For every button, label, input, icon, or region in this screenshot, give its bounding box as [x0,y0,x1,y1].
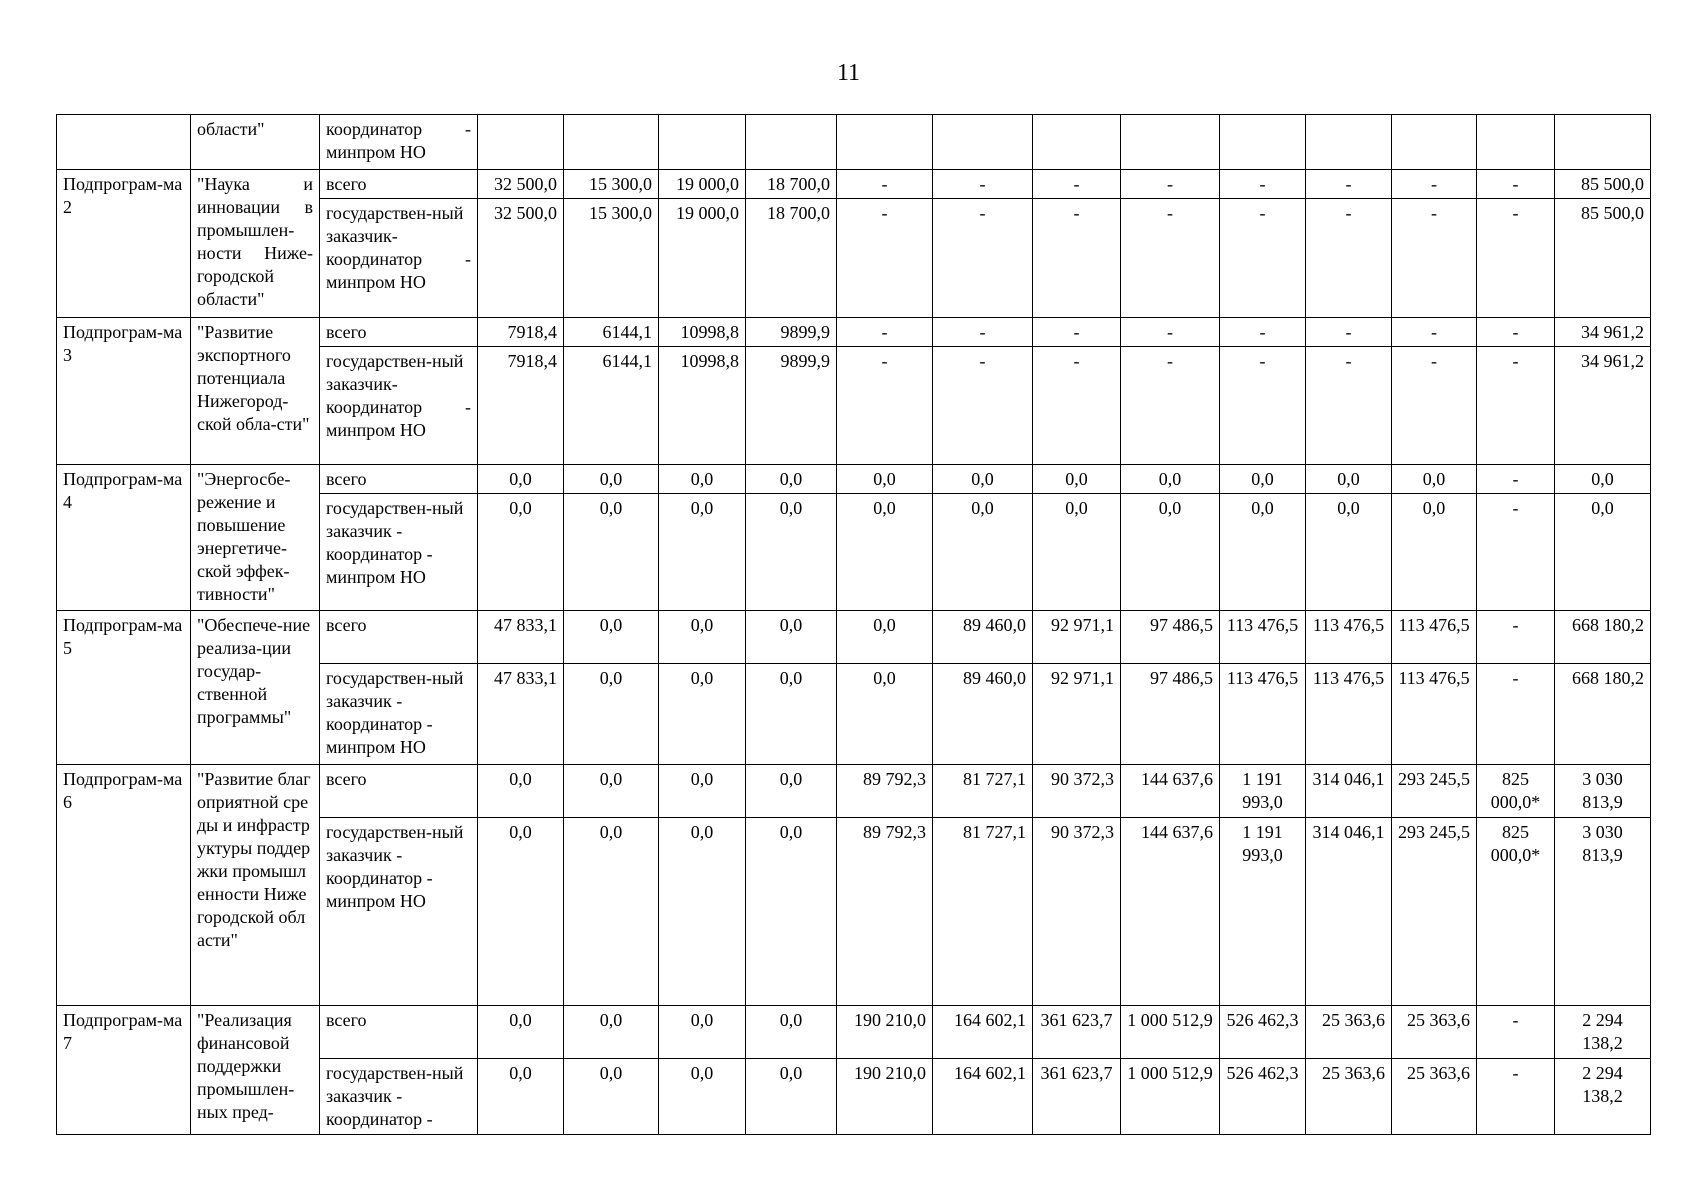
value-cell: 526 462,3 [1220,1059,1306,1135]
value-cell: 0,0 [478,765,564,818]
value-cell: 314 046,1 [1306,818,1392,1006]
total-cell: 668 180,2 [1555,611,1651,664]
value-cell: 0,0 [746,765,837,818]
value-cell: - [1121,170,1220,199]
value-cell: 25 363,6 [1306,1006,1392,1059]
source-cell: всего [320,1006,478,1059]
value-cell: - [1033,199,1121,318]
value-cell: 0,0 [746,611,837,664]
value-cell: - [933,170,1033,199]
value-cell [1121,115,1220,170]
budget-table [56,114,1651,1135]
value-cell: 361 623,7 [1033,1059,1121,1135]
value-cell: 0,0 [746,465,837,494]
value-cell: 0,0 [1392,465,1477,494]
value-cell: 314 046,1 [1306,765,1392,818]
value-cell: 7918,4 [478,347,564,465]
value-cell: - [837,347,933,465]
program-name-cell: "Энергосбе-режение и повышение энергетиче-ской эффек-тивности" [191,465,320,611]
value-cell: - [1306,199,1392,318]
source-cell: всего [320,170,478,199]
value-cell: 19 000,0 [659,170,746,199]
value-cell: - [933,318,1033,347]
program-cell: Подпрограм-ма 7 [57,1006,191,1135]
program-cell: Подпрограм-ма 2 [57,170,191,318]
value-cell [1220,115,1306,170]
value-cell: - [1477,170,1555,199]
value-cell: 0,0 [1306,494,1392,611]
table-row [57,765,1651,818]
source-cell: государствен-ный заказчик - координатор - минпром НО [320,664,478,765]
total-cell: 2 294 138,2 [1555,1006,1651,1059]
total-cell: 3 030 813,9 [1555,765,1651,818]
value-cell: 190 210,0 [837,1059,933,1135]
table-row [57,465,1651,494]
value-cell: 0,0 [564,664,659,765]
program-cell: Подпрограм-ма 4 [57,465,191,611]
value-cell [746,115,837,170]
value-cell: - [1220,318,1306,347]
value-cell: - [1392,170,1477,199]
value-cell: 164 602,1 [933,1059,1033,1135]
total-cell: 85 500,0 [1555,199,1651,318]
value-cell: - [1477,1059,1555,1135]
value-cell: - [1121,347,1220,465]
program-name-cell: "Развитие благоприятной среды и инфраструктуры поддержки промышленности Нижегородской области" [191,765,320,1006]
source-cell: государствен-ный заказчик-координатор - минпром НО [320,199,478,318]
value-cell: 47 833,1 [478,611,564,664]
value-cell [478,115,564,170]
value-cell: 89 792,3 [837,765,933,818]
source-cell: всего [320,465,478,494]
total-cell: 3 030 813,9 [1555,818,1651,1006]
value-cell: 113 476,5 [1392,611,1477,664]
value-cell: 0,0 [837,494,933,611]
value-cell: 0,0 [837,611,933,664]
value-cell: 0,0 [933,465,1033,494]
value-cell: - [837,318,933,347]
value-cell: 0,0 [478,494,564,611]
value-cell: 47 833,1 [478,664,564,765]
program-cell [57,115,191,170]
total-cell: 85 500,0 [1555,170,1651,199]
value-cell: - [1392,318,1477,347]
value-cell: 0,0 [564,465,659,494]
value-cell: 0,0 [564,818,659,1006]
source-cell: всего [320,318,478,347]
value-cell: - [1033,347,1121,465]
value-cell: - [1220,347,1306,465]
value-cell: 19 000,0 [659,199,746,318]
table-row [57,170,1651,199]
total-cell: 0,0 [1555,465,1651,494]
value-cell: - [1033,170,1121,199]
value-cell: 0,0 [659,494,746,611]
value-cell: - [1121,318,1220,347]
page-number: 11 [836,60,861,86]
value-cell: 0,0 [564,765,659,818]
source-cell: государствен-ный заказчик - координатор - минпром НО [320,818,478,1006]
value-cell: 0,0 [564,494,659,611]
value-cell [659,115,746,170]
value-cell: 0,0 [564,1006,659,1059]
value-cell [837,115,933,170]
value-cell: 190 210,0 [837,1006,933,1059]
value-cell: 0,0 [1392,494,1477,611]
program-cell: Подпрограм-ма 3 [57,318,191,465]
value-cell: 18 700,0 [746,199,837,318]
value-cell: - [1477,664,1555,765]
value-cell: 0,0 [659,664,746,765]
value-cell [564,115,659,170]
total-cell: 34 961,2 [1555,318,1651,347]
value-cell: 0,0 [933,494,1033,611]
value-cell: 144 637,6 [1121,765,1220,818]
value-cell: 0,0 [1220,465,1306,494]
value-cell: - [1392,347,1477,465]
value-cell: 0,0 [1121,465,1220,494]
value-cell: 0,0 [659,818,746,1006]
program-cell: Подпрограм-ма 5 [57,611,191,765]
value-cell: 18 700,0 [746,170,837,199]
value-cell: 25 363,6 [1392,1006,1477,1059]
value-cell: 0,0 [746,1059,837,1135]
value-cell: 113 476,5 [1220,664,1306,765]
value-cell: 144 637,6 [1121,818,1220,1006]
value-cell [1306,115,1392,170]
value-cell: 0,0 [478,465,564,494]
source-cell: координатор - минпром НО [320,115,478,170]
value-cell: - [837,199,933,318]
value-cell: - [1220,170,1306,199]
value-cell: - [1477,494,1555,611]
value-cell: 0,0 [659,465,746,494]
value-cell: - [1033,318,1121,347]
value-cell: 0,0 [659,611,746,664]
value-cell: - [1477,318,1555,347]
program-name-cell: "Наука и инновации в промышлен-ности Ниже-городской области" [191,170,320,318]
value-cell: - [1477,611,1555,664]
value-cell: - [1477,1006,1555,1059]
value-cell: 0,0 [478,1006,564,1059]
value-cell: 293 245,5 [1392,765,1477,818]
program-name-cell: "Обеспече-ние реализа-ции государ-ственной программы" [191,611,320,765]
value-cell: 825 000,0* [1477,818,1555,1006]
value-cell: 0,0 [837,465,933,494]
value-cell: 90 372,3 [1033,765,1121,818]
value-cell: 15 300,0 [564,199,659,318]
value-cell: 0,0 [1220,494,1306,611]
value-cell: 361 623,7 [1033,1006,1121,1059]
value-cell: 0,0 [746,818,837,1006]
value-cell: 0,0 [659,1006,746,1059]
value-cell: 0,0 [564,1059,659,1135]
table-row [57,318,1651,347]
value-cell: - [1220,199,1306,318]
value-cell: 10998,8 [659,318,746,347]
value-cell: 92 971,1 [1033,611,1121,664]
value-cell: 113 476,5 [1306,611,1392,664]
value-cell: 25 363,6 [1306,1059,1392,1135]
source-cell: всего [320,611,478,664]
value-cell: 825 000,0* [1477,765,1555,818]
value-cell: - [1477,199,1555,318]
value-cell: 164 602,1 [933,1006,1033,1059]
value-cell: 32 500,0 [478,170,564,199]
value-cell: - [1306,318,1392,347]
value-cell: 293 245,5 [1392,818,1477,1006]
table-row [57,611,1651,664]
total-cell: 0,0 [1555,494,1651,611]
value-cell: 90 372,3 [1033,818,1121,1006]
value-cell: 0,0 [564,611,659,664]
value-cell: 10998,8 [659,347,746,465]
value-cell [1392,115,1477,170]
source-cell: государствен-ный заказчик - координатор - [320,1059,478,1135]
value-cell: 1 000 512,9 [1121,1006,1220,1059]
value-cell: 1 000 512,9 [1121,1059,1220,1135]
value-cell: - [1306,170,1392,199]
program-name-cell: "Реализация финансовой поддержки промышлен-ных пред- [191,1006,320,1135]
program-name-cell: "Развитие экспортного потенциала Нижегород-ской обла-сти" [191,318,320,465]
value-cell: 25 363,6 [1392,1059,1477,1135]
value-cell: 89 460,0 [933,664,1033,765]
value-cell: 0,0 [478,1059,564,1135]
table-row [57,1006,1651,1059]
value-cell: 0,0 [1033,465,1121,494]
value-cell: 113 476,5 [1392,664,1477,765]
value-cell: 0,0 [746,494,837,611]
value-cell: 0,0 [837,664,933,765]
value-cell: 97 486,5 [1121,664,1220,765]
value-cell: 7918,4 [478,318,564,347]
source-cell: государствен-ный заказчик-координатор - минпром НО [320,347,478,465]
total-cell: 2 294 138,2 [1555,1059,1651,1135]
value-cell: 526 462,3 [1220,1006,1306,1059]
total-cell: 34 961,2 [1555,347,1651,465]
value-cell: 89 460,0 [933,611,1033,664]
value-cell: - [933,199,1033,318]
source-cell: всего [320,765,478,818]
value-cell: 0,0 [1033,494,1121,611]
value-cell: - [1477,347,1555,465]
value-cell [1033,115,1121,170]
value-cell: 92 971,1 [1033,664,1121,765]
value-cell: 89 792,3 [837,818,933,1006]
value-cell: - [1477,465,1555,494]
value-cell: 6144,1 [564,347,659,465]
total-cell: 668 180,2 [1555,664,1651,765]
value-cell: 81 727,1 [933,765,1033,818]
value-cell: 6144,1 [564,318,659,347]
value-cell: 9899,9 [746,318,837,347]
value-cell: 0,0 [746,1006,837,1059]
value-cell: 0,0 [1121,494,1220,611]
value-cell: 0,0 [1306,465,1392,494]
value-cell: 9899,9 [746,347,837,465]
value-cell: 113 476,5 [1220,611,1306,664]
source-cell: государствен-ный заказчик - координатор - минпром НО [320,494,478,611]
value-cell: 15 300,0 [564,170,659,199]
total-cell [1555,115,1651,170]
value-cell: - [1121,199,1220,318]
value-cell: - [1392,199,1477,318]
value-cell [933,115,1033,170]
value-cell: - [933,347,1033,465]
value-cell: 32 500,0 [478,199,564,318]
program-cell: Подпрограм-ма 6 [57,765,191,1006]
value-cell: 81 727,1 [933,818,1033,1006]
table-row [57,115,1651,170]
value-cell: 113 476,5 [1306,664,1392,765]
value-cell: 0,0 [746,664,837,765]
value-cell [1477,115,1555,170]
value-cell: 97 486,5 [1121,611,1220,664]
value-cell: 0,0 [659,765,746,818]
value-cell: - [837,170,933,199]
value-cell: - [1306,347,1392,465]
value-cell: 1 191 993,0 [1220,818,1306,1006]
value-cell: 0,0 [659,1059,746,1135]
value-cell: 0,0 [478,818,564,1006]
program-name-cell: области" [191,115,320,170]
value-cell: 1 191 993,0 [1220,765,1306,818]
